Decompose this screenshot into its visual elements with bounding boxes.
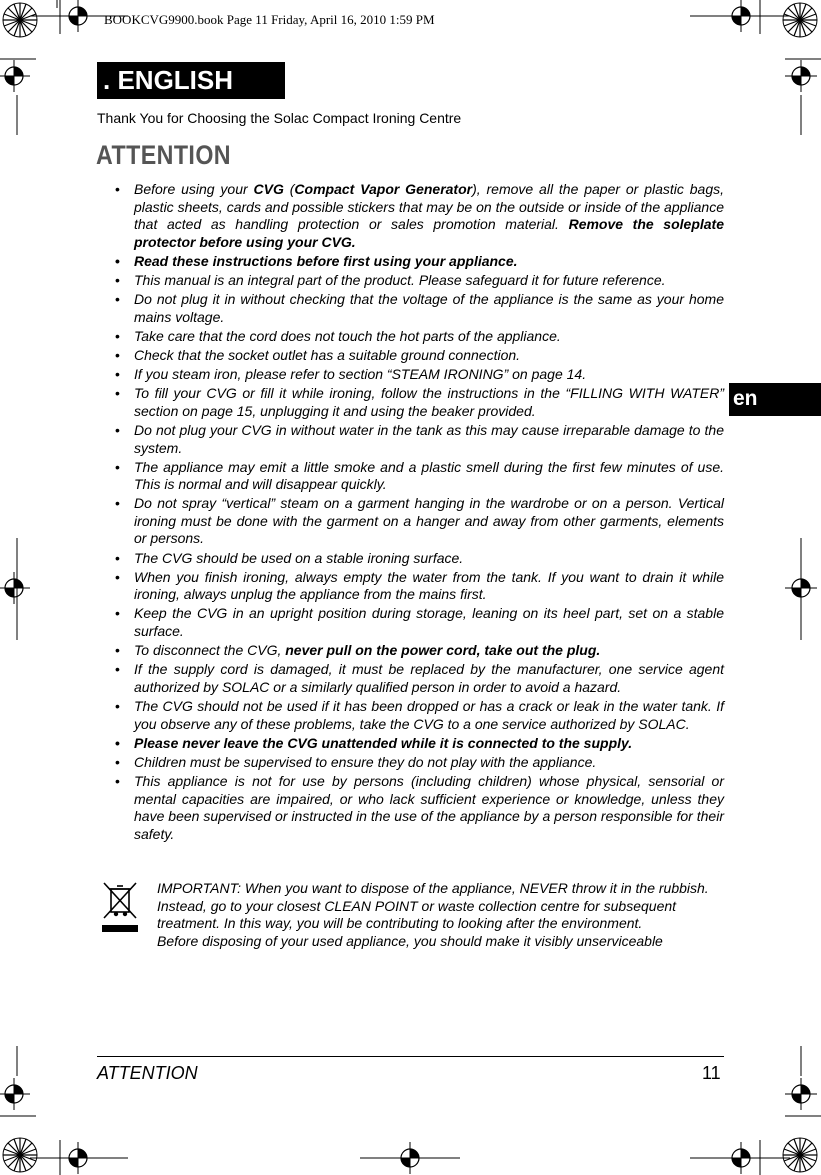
section-heading: ATTENTION — [96, 140, 232, 170]
color-bar-icon — [783, 1138, 817, 1172]
list-item: • Check that the socket outlet has a suitable ground connection. — [97, 347, 724, 365]
print-slug: BOOKCVG9900.book Page 11 Friday, April 16, 2010 1:59 PM — [104, 12, 435, 27]
list-item: • Do not spray “vertical” steam on a garment hanging in the wardrobe or on a person. Vertical ironing must be done with the garment on a hanger and away from other garments, elements or persons. — [97, 495, 724, 548]
disposal-paragraph: Before disposing of your used appliance, you should make it visibly unserviceable — [157, 932, 663, 949]
language-tab: en — [729, 383, 821, 416]
crossed-out-wheelie-bin-icon — [99, 880, 141, 936]
disposal-note — [157, 880, 727, 950]
registration-mark-icon — [0, 60, 30, 92]
list-item: • The CVG should not be used if it has been dropped or has a crack or leak in the water tank. If you observe any of these problems, take the CVG to a one service authorized by SOLAC. — [97, 698, 724, 733]
footer-section-label: ATTENTION — [97, 1063, 198, 1083]
registration-mark-icon — [785, 1078, 817, 1110]
list-item: • When you finish ironing, always empty the water from the tank. If you want to drain it while ironing, always unplug the appliance from the mains first. — [97, 569, 724, 604]
attention-list — [97, 181, 724, 845]
color-bar-icon — [783, 3, 817, 37]
page-number: 11 — [702, 1063, 721, 1083]
list-item: • If the supply cord is damaged, it must be replaced by the manufacturer, one service agent authorized by SOLAC or a similarly qualified person in order to avoid a hazard. — [97, 661, 724, 696]
list-item: • To fill your CVG or fill it while ironing, follow the instructions in the “FILLING WITH WATER” section on page 15, unplugging it and using the beaker provided. — [97, 385, 724, 420]
list-item: • Read these instructions before first using your appliance. — [97, 253, 724, 271]
list-item: • This manual is an integral part of the product. Please safeguard it for future reference. — [97, 272, 724, 290]
list-item: • Take care that the cord does not touch the hot parts of the appliance. — [97, 328, 724, 346]
registration-mark-icon — [785, 60, 817, 92]
list-item: • This appliance is not for use by persons (including children) whose physical, sensorial or mental capacities are impaired, or who lack sufficient experience or knowledge, unless they have been supervised or instructed in the use of the appliance by a person responsible for their safety. — [97, 773, 724, 843]
list-item: • Please never leave the CVG unattended while it is connected to the supply. — [97, 735, 724, 753]
list-item: • Do not plug it in without checking that the voltage of the appliance is the same as your home mains voltage. — [97, 291, 724, 326]
list-item: • The appliance may emit a little smoke and a plastic smell during the first few minutes of use. This is normal and will disappear quickly. — [97, 459, 724, 494]
list-item: • Before using your CVG (Compact Vapor Generator), remove all the paper or plastic bags, plastic sheets, cards and possible stickers that may be on the outside or inside of the appliance that acted as handling protection or sales promotion material. Remove the soleplate protector before using your CVG. — [97, 181, 724, 251]
important-paragraph: IMPORTANT: When you want to dispose of the appliance, NEVER throw it in the rubbish. Instead, go to your closest CLEAN POINT or waste collection centre for subsequent treatment. In this way, you will be contributing to looking after the environment. — [157, 880, 709, 932]
color-bar-icon — [3, 1138, 37, 1172]
language-bar: . ENGLISH — [97, 62, 285, 99]
thanks-line: Thank You for Choosing the Solac Compact Ironing Centre — [97, 110, 462, 126]
list-item: • If you steam iron, please refer to section “STEAM IRONING” on page 14. — [97, 366, 724, 384]
registration-mark-icon — [0, 1078, 30, 1110]
list-item: • To disconnect the CVG, never pull on the power cord, take out the plug. — [97, 642, 724, 660]
registration-mark-icon — [0, 572, 30, 604]
list-item: • Children must be supervised to ensure they do not play with the appliance. — [97, 754, 724, 772]
list-item: • Do not plug your CVG in without water in the tank as this may cause irreparable damage to the system. — [97, 422, 724, 457]
footer-divider — [97, 1056, 724, 1057]
list-item: • The CVG should be used on a stable ironing surface. — [97, 550, 724, 568]
color-bar-icon — [3, 3, 37, 37]
list-item: • Keep the CVG in an upright position during storage, leaning on its heel part, set on a stable surface. — [97, 605, 724, 640]
